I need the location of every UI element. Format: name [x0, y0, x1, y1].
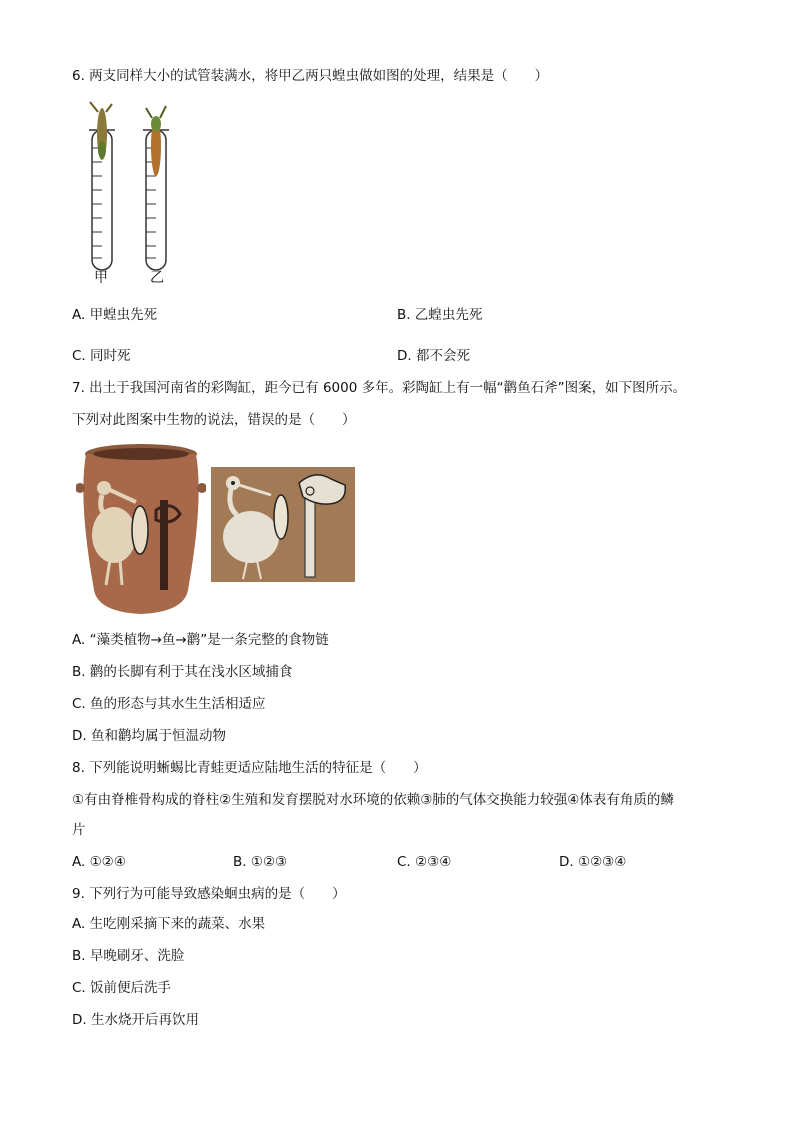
q8-statements-line1: ①有由脊椎骨构成的脊柱②生殖和发育摆脱对水环境的依赖③肺的气体交换能力较强④体表有角质的鳞	[72, 792, 674, 808]
q7-stem-line2: 下列对此图案中生物的说法，错误的是（ ）	[72, 412, 356, 428]
tube-label-jia: 甲	[94, 270, 108, 286]
q6-option-d: D. 都不会死	[397, 348, 470, 364]
q6-option-b: B. 乙蝗虫先死	[397, 307, 483, 323]
q8-option-c: C. ②③④	[397, 854, 452, 870]
q7-option-c: C. 鱼的形态与其水生生活相适应	[72, 696, 266, 712]
q7-option-b: B. 鹳的长脚有利于其在浅水区域捕食	[72, 664, 293, 680]
tube-label-yi: 乙	[150, 270, 164, 286]
pottery-jar-picture	[76, 440, 206, 620]
q6-option-a: A. 甲蝗虫先死	[72, 307, 158, 323]
q8-option-b: B. ①②③	[233, 854, 288, 870]
q8-statements-line2: 片	[72, 822, 86, 838]
q9-option-d: D. 生水烧开后再饮用	[72, 1012, 199, 1028]
q6-stem: 6. 两支同样大小的试管装满水，将甲乙两只蝗虫做如图的处理，结果是（ ）	[72, 68, 549, 84]
q7-option-d: D. 鱼和鹳均属于恒温动物	[72, 728, 226, 744]
stork-fish-axe-pattern-picture	[211, 467, 355, 582]
q8-option-a: A. ①②④	[72, 854, 126, 870]
q7-option-a: A. “藻类植物→鱼→鹳”是一条完整的食物链	[72, 632, 329, 648]
q7-stem-line1: 7. 出土于我国河南省的彩陶缸，距今已有 6000 多年。彩陶缸上有一幅“鹳鱼石斧”图案，如下图所示。	[72, 380, 687, 396]
q6-option-c: C. 同时死	[72, 348, 131, 364]
q9-stem: 9. 下列行为可能导致感染蛔虫病的是（ ）	[72, 886, 346, 902]
test-tube-figure	[80, 100, 190, 290]
q8-option-d: D. ①②③④	[559, 854, 627, 870]
q8-stem: 8. 下列能说明蜥蜴比青蛙更适应陆地生活的特征是（ ）	[72, 760, 427, 776]
q9-option-c: C. 饭前便后洗手	[72, 980, 172, 996]
tube-yi	[143, 106, 169, 270]
q9-option-b: B. 早晚刷牙、洗脸	[72, 948, 185, 964]
q9-option-a: A. 生吃刚采摘下来的蔬菜、水果	[72, 916, 266, 932]
tube-jia	[89, 102, 115, 270]
